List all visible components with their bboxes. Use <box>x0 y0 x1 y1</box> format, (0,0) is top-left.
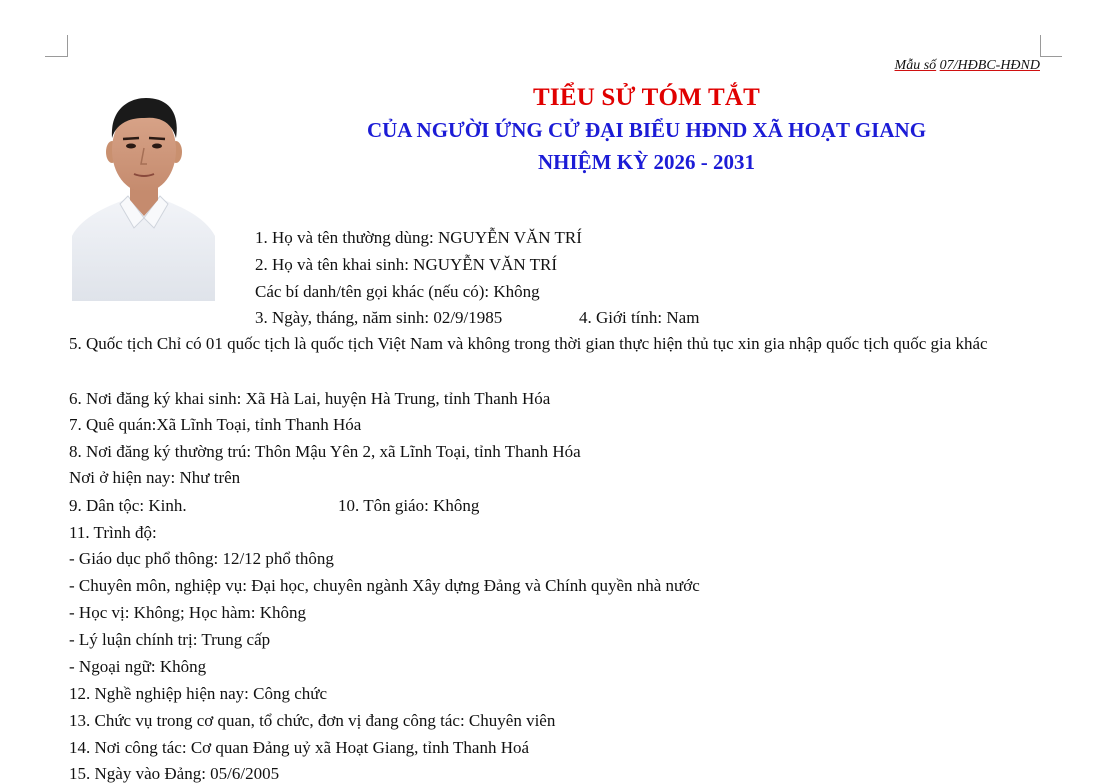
bio-common-name: 1. Họ và tên thường dùng: NGUYỄN VĂN TRÍ <box>255 228 582 247</box>
page-corner-mark <box>1040 35 1041 57</box>
bio-current-residence: Nơi ở hiện nay: Như trên <box>69 468 241 487</box>
page-corner-mark <box>45 56 67 57</box>
bio-party-join-date: 15. Ngày vào Đảng: 05/6/2005 <box>69 764 280 783</box>
bio-foreign-language: - Ngoại ngữ: Không <box>69 657 207 676</box>
bio-education-heading: 11. Trình độ: <box>69 523 157 542</box>
bio-nationality: 5. Quốc tịch Chỉ có 01 quốc tịch là quốc tịch Việt Nam và không trong thời gian thực hiện thủ tục xin gia nhập quốc tịch quốc gia khác <box>69 334 988 353</box>
form-number <box>895 58 1040 74</box>
form-number-value-wrap <box>940 58 1040 73</box>
bio-permanent-residence: 8. Nơi đăng ký thường trú: Thôn Mậu Yên 2, xã Lĩnh Toại, tỉnh Thanh Hóa <box>69 442 581 461</box>
bio-ethnicity: 9. Dân tộc: Kinh. <box>69 496 187 515</box>
bio-religion: 10. Tôn giáo: Không <box>338 496 480 515</box>
document-title: TIỂU SỬ TÓM TẮT <box>533 84 760 111</box>
bio-birth-name: 2. Họ và tên khai sinh: NGUYỄN VĂN TRÍ <box>255 255 558 274</box>
page-corner-mark <box>1040 56 1062 57</box>
bio-birth-registration: 6. Nơi đăng ký khai sinh: Xã Hà Lai, huyện Hà Trung, tỉnh Thanh Hóa <box>69 389 551 408</box>
bio-professional-education: - Chuyên môn, nghiệp vụ: Đại học, chuyên ngành Xây dựng Đảng và Chính quyền nhà nước <box>69 576 700 595</box>
bio-general-education: - Giáo dục phổ thông: 12/12 phổ thông <box>69 549 334 568</box>
bio-date-of-birth: 3. Ngày, tháng, năm sinh: 02/9/1985 <box>255 308 503 327</box>
bio-political-theory: - Lý luận chính trị: Trung cấp <box>69 630 271 649</box>
form-number-label: Mẫu số <box>894 58 937 73</box>
bio-hometown: 7. Quê quán:Xã Lĩnh Toại, tỉnh Thanh Hóa <box>69 415 362 434</box>
bio-academic-degree: - Học vị: Không; Học hàm: Không <box>69 603 307 622</box>
page-corner-mark <box>67 35 68 57</box>
bio-gender: 4. Giới tính: Nam <box>579 308 700 327</box>
candidate-photo <box>72 86 215 301</box>
bio-occupation: 12. Nghề nghiệp hiện nay: Công chức <box>69 684 328 703</box>
bio-position: 13. Chức vụ trong cơ quan, tổ chức, đơn vị đang công tác: Chuyên viên <box>69 711 556 730</box>
document-term: NHIỆM KỲ 2026 - 2031 <box>538 150 755 174</box>
document-subtitle: CỦA NGƯỜI ỨNG CỬ ĐẠI BIỂU HĐND XÃ HOẠT GIANG <box>366 118 927 142</box>
bio-workplace: 14. Nơi công tác: Cơ quan Đảng uỷ xã Hoạt Giang, tỉnh Thanh Hoá <box>69 738 530 757</box>
bio-alias: Các bí danh/tên gọi khác (nếu có): Không <box>255 282 540 301</box>
candidate-portrait-image <box>72 86 215 301</box>
form-number-value: 07/HĐBC-HĐND <box>939 58 1040 73</box>
